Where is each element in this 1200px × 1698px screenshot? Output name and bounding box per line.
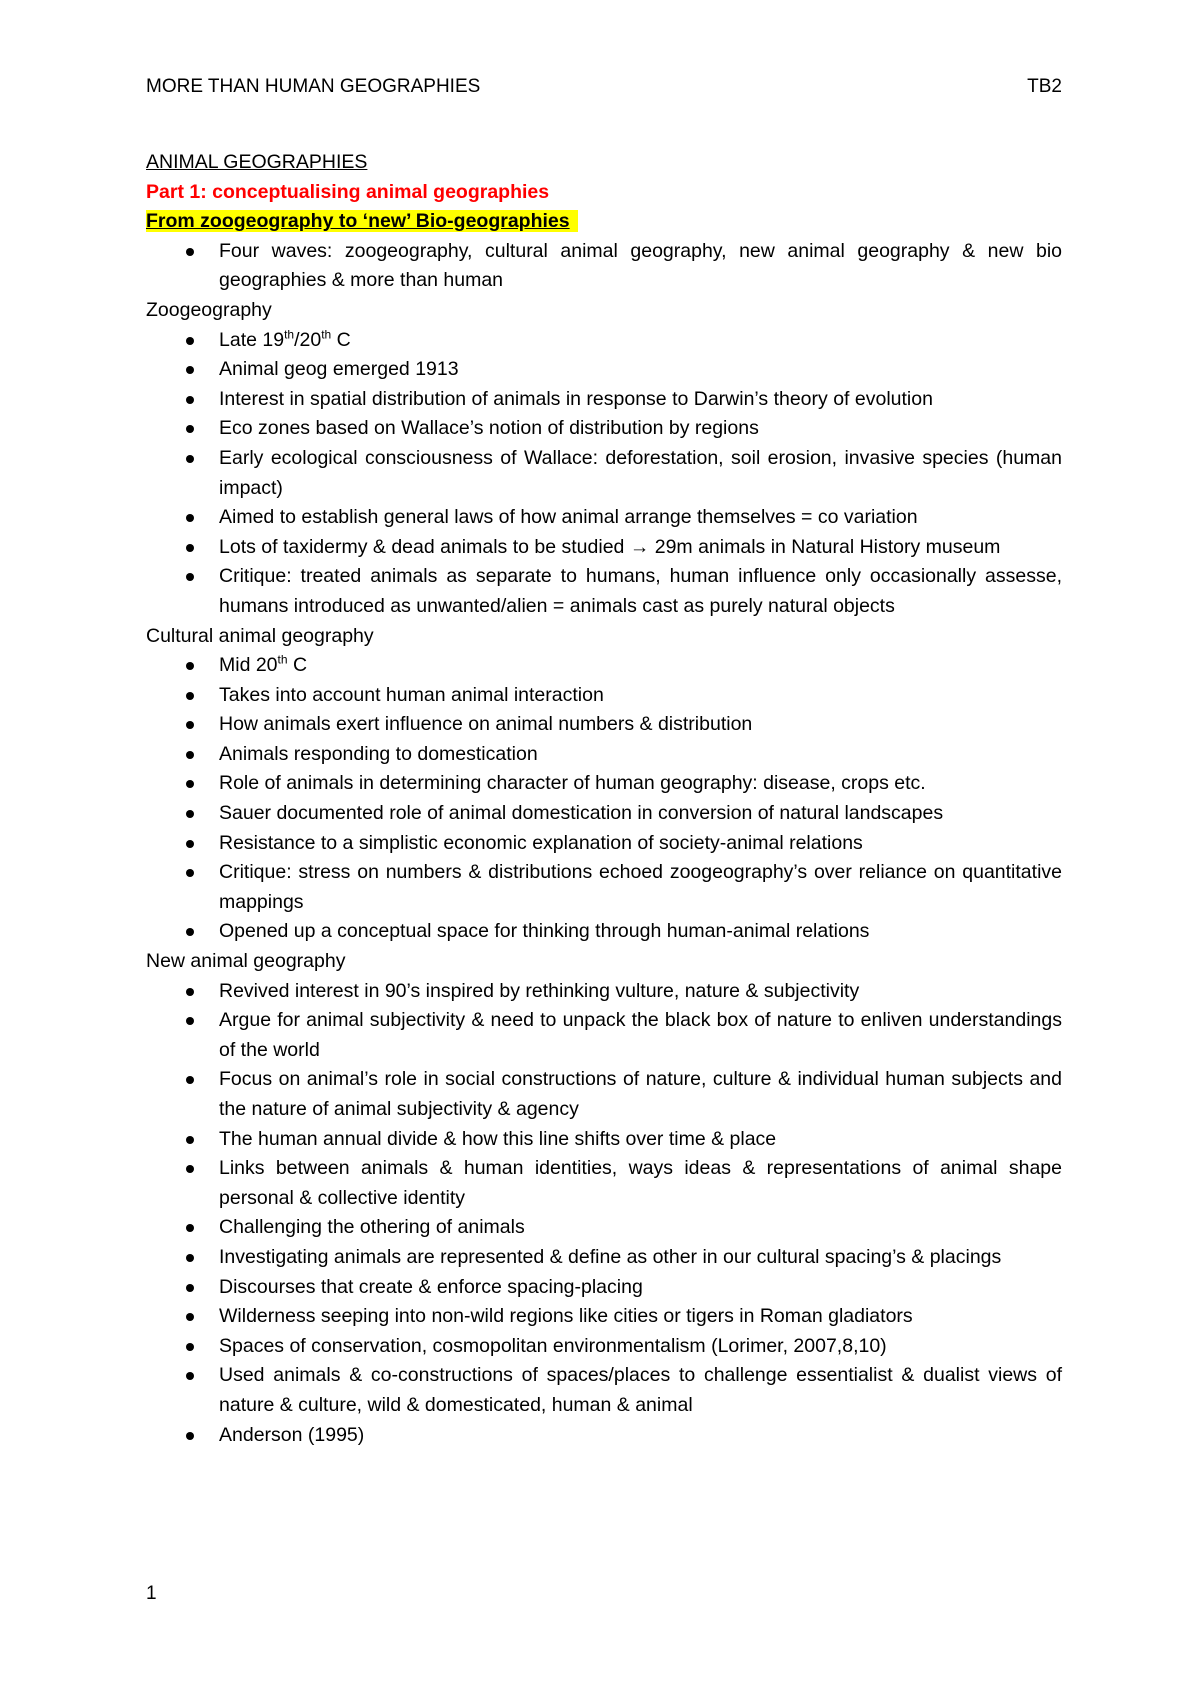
list-item: Argue for animal subjectivity & need to unpack the black box of nature to enliven understandings of the world xyxy=(146,1006,1062,1065)
list-item: Interest in spatial distribution of animals in response to Darwin’s theory of evolution xyxy=(146,385,1062,415)
header-title: MORE THAN HUMAN GEOGRAPHIES xyxy=(146,76,481,97)
list-item: Aimed to establish general laws of how animal arrange themselves = co variation xyxy=(146,503,1062,533)
list-item: Early ecological consciousness of Wallace: deforestation, soil erosion, invasive species (human impact) xyxy=(146,444,1062,503)
list-item: Discourses that create & enforce spacing-placing xyxy=(146,1273,1062,1303)
list-item: Anderson (1995) xyxy=(146,1421,1062,1451)
intro-list xyxy=(146,237,1062,296)
list-item: Animals responding to domestication xyxy=(146,740,1062,770)
list-item: Lots of taxidermy & dead animals to be studied → 29m animals in Natural History museum xyxy=(146,533,1062,563)
new-animal-geography-list xyxy=(146,977,1062,1451)
part-title: Part 1: conceptualising animal geographies xyxy=(146,180,550,203)
highlighted-subtitle: From zoogeography to ‘new’ Bio-geographies xyxy=(146,210,578,232)
cultural-geography-heading: Cultural animal geography xyxy=(146,624,374,647)
list-item: Critique: stress on numbers & distributions echoed zoogeography’s over reliance on quantitative mappings xyxy=(146,858,1062,917)
list-item: Animal geog emerged 1913 xyxy=(146,355,1062,385)
zoogeography-heading: Zoogeography xyxy=(146,298,272,321)
list-item: Opened up a conceptual space for thinking through human-animal relations xyxy=(146,917,1062,947)
list-item: Critique: treated animals as separate to humans, human influence only occasionally assesse, humans introduced as unwanted/alien = animals cast as purely natural objects xyxy=(146,562,1062,621)
section-heading: ANIMAL GEOGRAPHIES xyxy=(146,151,368,173)
list-item: Eco zones based on Wallace’s notion of distribution by regions xyxy=(146,414,1062,444)
list-item: Resistance to a simplistic economic explanation of society-animal relations xyxy=(146,829,1062,859)
list-item: Investigating animals are represented & define as other in our cultural spacing’s & placings xyxy=(146,1243,1062,1273)
list-item: Sauer documented role of animal domestication in conversion of natural landscapes xyxy=(146,799,1062,829)
document-body xyxy=(146,148,1062,1450)
list-item: Revived interest in 90’s inspired by rethinking vulture, nature & subjectivity xyxy=(146,977,1062,1007)
list-item: Used animals & co-constructions of spaces/places to challenge essentialist & dualist views of nature & culture, wild & domesticated, human & animal xyxy=(146,1361,1062,1420)
list-item: The human annual divide & how this line shifts over time & place xyxy=(146,1125,1062,1155)
list-item: Mid 20th C xyxy=(146,651,1062,681)
list-item: Links between animals & human identities, ways ideas & representations of animal shape personal & collective identity xyxy=(146,1154,1062,1213)
list-item: Four waves: zoogeography, cultural animal geography, new animal geography & new bio geographies & more than human xyxy=(146,237,1062,296)
list-item: Wilderness seeping into non-wild regions like cities or tigers in Roman gladiators xyxy=(146,1302,1062,1332)
header-term: TB2 xyxy=(1027,76,1062,97)
new-animal-geography-heading: New animal geography xyxy=(146,950,346,973)
cultural-geography-list xyxy=(146,651,1062,947)
list-item: Focus on animal’s role in social constructions of nature, culture & individual human subjects and the nature of animal subjectivity & agency xyxy=(146,1065,1062,1124)
list-item: Challenging the othering of animals xyxy=(146,1213,1062,1243)
zoogeography-list xyxy=(146,326,1062,622)
list-item: Spaces of conservation, cosmopolitan environmentalism (Lorimer, 2007,8,10) xyxy=(146,1332,1062,1362)
list-item: Role of animals in determining character of human geography: disease, crops etc. xyxy=(146,769,1062,799)
list-item: How animals exert influence on animal numbers & distribution xyxy=(146,710,1062,740)
page-number: 1 xyxy=(146,1583,157,1604)
list-item: Takes into account human animal interaction xyxy=(146,681,1062,711)
list-item: Late 19th/20th C xyxy=(146,326,1062,356)
